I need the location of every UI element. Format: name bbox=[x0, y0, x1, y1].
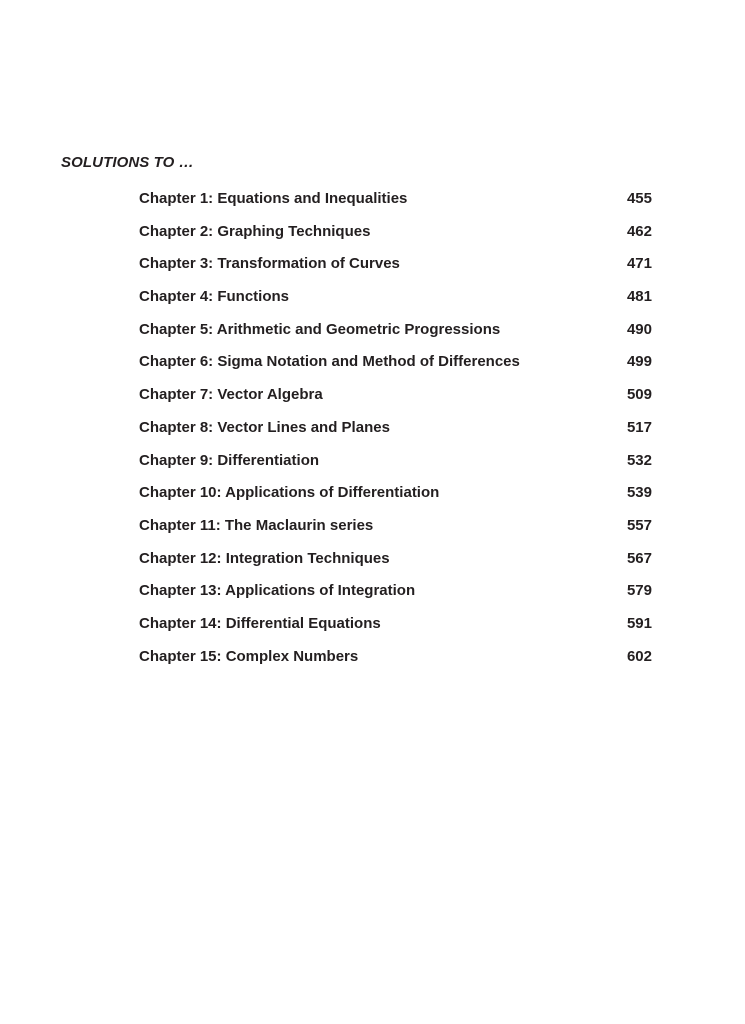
toc-entry-chapter-8[interactable] bbox=[139, 419, 652, 452]
toc-entry-title: Chapter 10: Applications of Differentiation bbox=[139, 484, 440, 502]
toc-entry-title: Chapter 14: Differential Equations bbox=[139, 614, 381, 632]
toc-entry-page: 490 bbox=[626, 320, 652, 338]
toc-entry-title: Chapter 12: Integration Techniques bbox=[139, 549, 390, 567]
toc-entry-page: 462 bbox=[626, 222, 652, 240]
toc-entry-page: 509 bbox=[626, 386, 652, 404]
toc-entry-page: 539 bbox=[626, 484, 652, 502]
toc-entry-title: Chapter 11: The Maclaurin series bbox=[139, 516, 374, 534]
toc-entry-chapter-14[interactable] bbox=[139, 615, 652, 648]
toc-entry-chapter-7[interactable] bbox=[139, 386, 652, 419]
toc-entry-chapter-3[interactable] bbox=[139, 255, 652, 288]
toc-entry-title: Chapter 6: Sigma Notation and Method of Differences bbox=[139, 353, 520, 371]
toc-entry-chapter-12[interactable] bbox=[139, 550, 652, 583]
toc-entry-chapter-13[interactable] bbox=[139, 582, 652, 615]
toc-entry-chapter-10[interactable] bbox=[139, 484, 652, 517]
table-of-contents bbox=[139, 190, 652, 680]
toc-entry-page: 602 bbox=[626, 647, 652, 665]
toc-entry-title: Chapter 15: Complex Numbers bbox=[139, 647, 359, 665]
toc-entry-page: 455 bbox=[626, 190, 652, 207]
toc-entry-chapter-4[interactable] bbox=[139, 288, 652, 321]
toc-entry-page: 532 bbox=[626, 451, 652, 469]
toc-entry-title: Chapter 4: Functions bbox=[139, 288, 290, 306]
toc-entry-page: 517 bbox=[626, 418, 652, 436]
toc-entry-chapter-6[interactable] bbox=[139, 353, 652, 386]
toc-entry-chapter-9[interactable] bbox=[139, 452, 652, 485]
toc-entry-title: Chapter 5: Arithmetic and Geometric Progressions bbox=[139, 320, 501, 338]
toc-entry-chapter-11[interactable] bbox=[139, 517, 652, 550]
toc-entry-page: 471 bbox=[626, 255, 652, 273]
section-heading: SOLUTIONS TO … bbox=[61, 154, 194, 171]
toc-entry-title: Chapter 8: Vector Lines and Planes bbox=[139, 418, 390, 436]
toc-entry-chapter-2[interactable] bbox=[139, 223, 652, 256]
toc-entry-chapter-1[interactable] bbox=[139, 190, 652, 223]
toc-entry-page: 567 bbox=[626, 549, 652, 567]
toc-entry-page: 579 bbox=[626, 582, 652, 600]
toc-entry-title: Chapter 9: Differentiation bbox=[139, 451, 320, 469]
toc-entry-page: 481 bbox=[626, 288, 652, 306]
toc-entry-title: Chapter 13: Applications of Integration bbox=[139, 582, 416, 600]
toc-entry-title: Chapter 7: Vector Algebra bbox=[139, 386, 323, 404]
toc-entry-title: Chapter 1: Equations and Inequalities bbox=[139, 190, 408, 207]
toc-entry-title: Chapter 2: Graphing Techniques bbox=[139, 222, 371, 240]
toc-entry-chapter-5[interactable] bbox=[139, 321, 652, 354]
toc-entry-page: 499 bbox=[626, 353, 652, 371]
toc-entry-page: 557 bbox=[626, 516, 652, 534]
toc-entry-page: 591 bbox=[626, 614, 652, 632]
toc-entry-title: Chapter 3: Transformation of Curves bbox=[139, 255, 400, 273]
toc-entry-chapter-15[interactable] bbox=[139, 648, 652, 681]
